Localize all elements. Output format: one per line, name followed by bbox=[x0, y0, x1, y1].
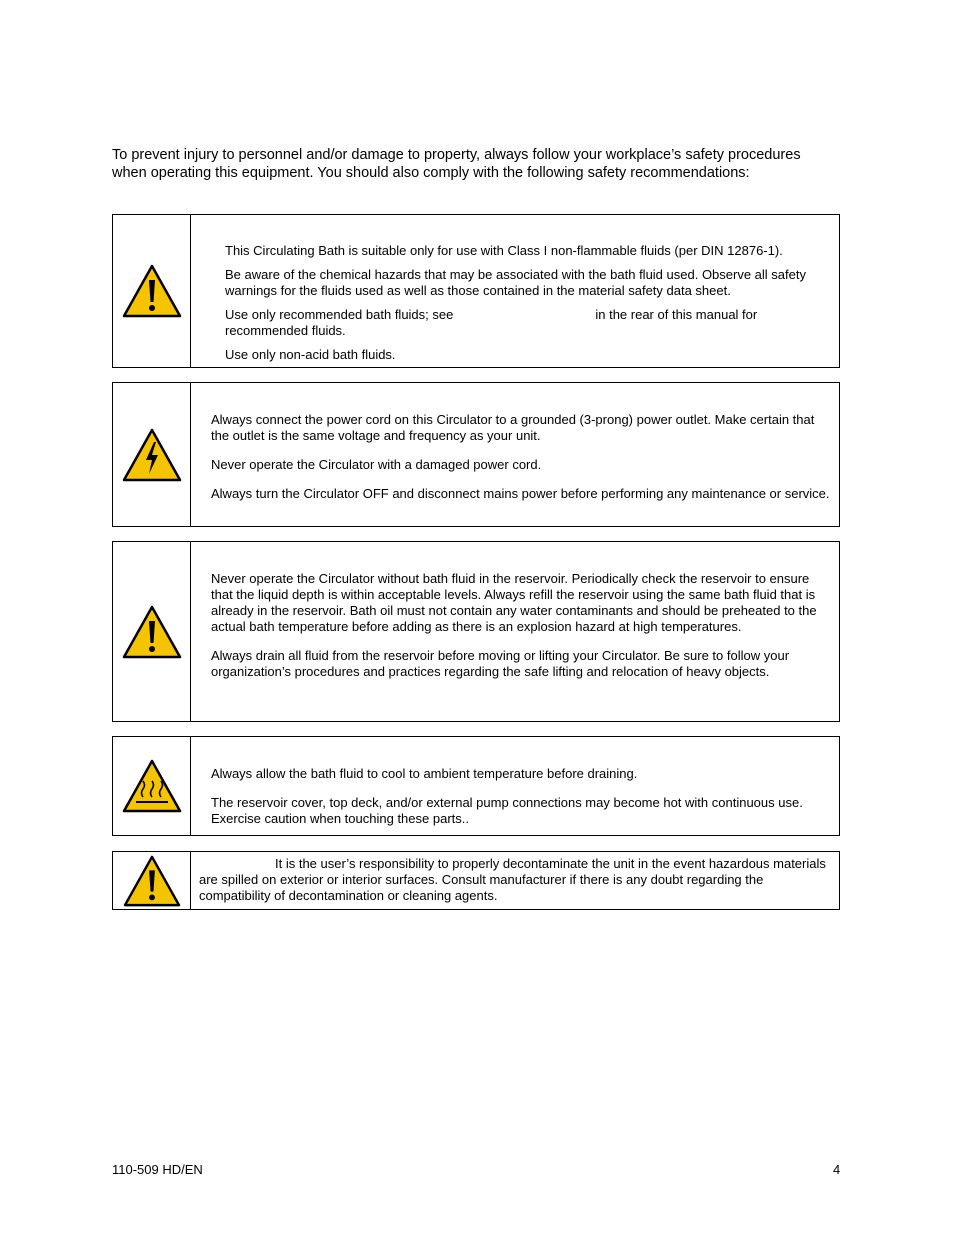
fluid-warning-p3 bbox=[225, 307, 831, 339]
reservoir-warning-p2: Always drain all fluid from the reservoir before moving or lifting your Circulator. Be sure to follow your organization’s procedures and practices regarding the safe lifting and relocation of heavy objects. bbox=[211, 648, 790, 679]
document-number: 110-509 HD/EN bbox=[112, 1162, 203, 1177]
hot-surface-warning-p1: Always allow the bath fluid to cool to ambient temperature before draining. bbox=[211, 766, 638, 781]
fluid-warning-text bbox=[191, 215, 839, 367]
hot-surface-warning-box bbox=[112, 736, 840, 836]
electrical-warning-p3: Always turn the Circulator OFF and disconnect mains power before performing any maintenance or service. bbox=[211, 486, 830, 501]
icon-cell bbox=[113, 542, 191, 721]
reservoir-warning-p1: Never operate the Circulator without bath fluid in the reservoir. Periodically check the reservoir to ensure that the liquid depth is within acceptable levels. Always refill the reservoir using the same bath fluid that is already in the reservoir. Bath oil must not contain any water contaminants and should be preheated to the actual bath temperature before adding as there is an explosion hazard at high temperatures. bbox=[211, 571, 817, 634]
electrical-warning-box bbox=[112, 382, 840, 527]
electrical-warning-p1: Always connect the power cord on this Circulator to a grounded (3-prong) power outlet. Make certain that the outlet is the same voltage and frequency as your unit. bbox=[211, 412, 815, 443]
fluid-warning-box bbox=[112, 214, 840, 368]
fluid-warning-p4: Use only non-acid bath fluids. bbox=[225, 347, 396, 362]
hot-surface-icon bbox=[121, 758, 183, 814]
decontamination-warning-body: It is the user’s responsibility to properly decontaminate the unit in the event hazardous materials are spilled on exterior or interior surfaces. Consult manufacturer if there is any doubt regarding the compatibility of decontamination or cleaning agents. bbox=[199, 856, 826, 903]
reservoir-warning-text bbox=[191, 542, 839, 721]
electrical-warning-text bbox=[191, 383, 839, 526]
electrical-hazard-icon bbox=[121, 427, 183, 483]
electrical-warning-p2: Never operate the Circulator with a damaged power cord. bbox=[211, 457, 542, 472]
warning-exclamation-icon bbox=[121, 604, 183, 660]
decontamination-warning-text bbox=[191, 852, 839, 909]
decontamination-warning-box bbox=[112, 851, 840, 910]
intro-paragraph: To prevent injury to personnel and/or damage to property, always follow your workplace’s safety procedures when operating this equipment. You should also comply with the following safety recommendations: bbox=[112, 147, 801, 181]
fluid-warning-p2: Be aware of the chemical hazards that may be associated with the bath fluid used. Observe all safety warnings for the fluids used as well as those contained in the material safety data sheet. bbox=[225, 267, 806, 298]
icon-cell bbox=[113, 383, 191, 526]
icon-cell bbox=[113, 215, 191, 367]
icon-cell bbox=[113, 737, 191, 835]
fluid-warning-p1: This Circulating Bath is suitable only for use with Class I non-flammable fluids (per DIN 12876-1). bbox=[225, 243, 783, 258]
icon-cell bbox=[113, 852, 191, 909]
fluid-warning-p3-start: Use only recommended bath fluids; see bbox=[225, 307, 454, 322]
warning-exclamation-icon bbox=[121, 263, 183, 319]
warning-exclamation-icon bbox=[122, 854, 182, 908]
decontamination-warning-p1 bbox=[199, 856, 831, 904]
fluid-warning-p3-end: in the rear of this manual for recommended fluids. bbox=[225, 307, 758, 338]
reservoir-warning-box bbox=[112, 541, 840, 722]
hot-surface-warning-p2: The reservoir cover, top deck, and/or external pump connections may become hot with continuous use. Exercise caution when touching these parts.. bbox=[211, 795, 803, 826]
hot-surface-warning-text bbox=[191, 737, 839, 835]
page-number: 4 bbox=[833, 1162, 841, 1177]
